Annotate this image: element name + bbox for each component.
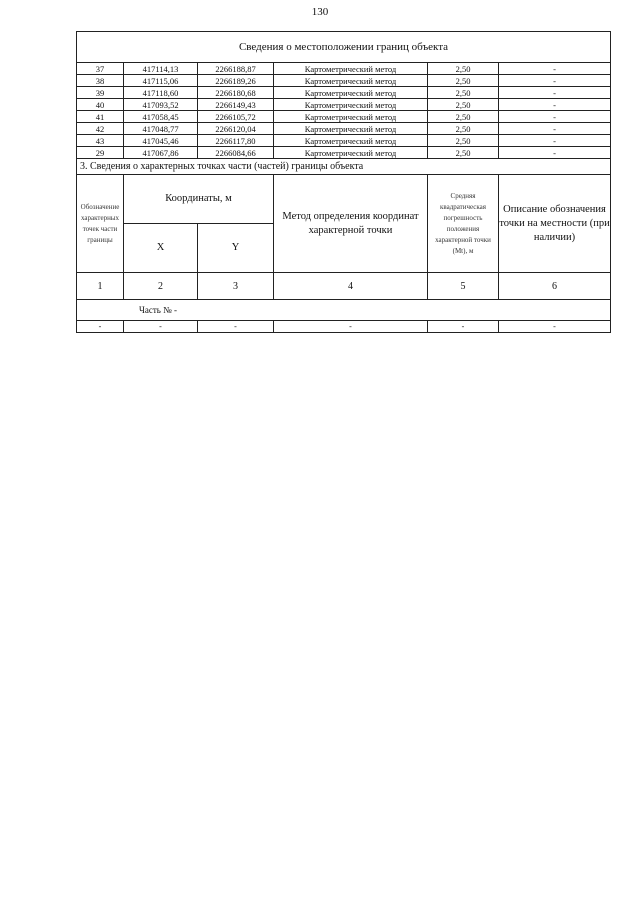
table-cell: 2266105,72 xyxy=(198,111,274,123)
table-cell: - xyxy=(499,135,611,147)
table-cell: 2,50 xyxy=(428,135,499,147)
header-description: Описание обозначения точки на местности (при наличии) xyxy=(499,175,611,273)
table-cell: 37 xyxy=(77,63,124,75)
header-x: X xyxy=(124,224,198,273)
header-method: Метод определения координат характерной точки xyxy=(274,175,428,273)
table-cell: Картометрический метод xyxy=(274,147,428,159)
table-cell: 29 xyxy=(77,147,124,159)
section3-title-row xyxy=(77,159,611,175)
table-cell: Картометрический метод xyxy=(274,87,428,99)
column-number: 3 xyxy=(198,273,274,300)
page-number: 130 xyxy=(311,6,329,18)
table-cell: 417067,86 xyxy=(124,147,198,159)
column-number: 5 xyxy=(428,273,499,300)
empty-data-row xyxy=(77,321,611,333)
table-cell: 417048,77 xyxy=(124,123,198,135)
section3-title: 3. Сведения о характерных точках части (частей) границы объекта xyxy=(77,159,611,175)
table-cell: 2266189,26 xyxy=(198,75,274,87)
table-cell: - xyxy=(124,321,198,333)
table-cell: 40 xyxy=(77,99,124,111)
table-row xyxy=(77,99,611,111)
table-cell: 2,50 xyxy=(428,123,499,135)
header-row-1 xyxy=(77,175,611,224)
boundary-table xyxy=(76,31,611,333)
table-title: Сведения о местоположении границ объекта xyxy=(77,32,611,63)
table-row xyxy=(77,63,611,75)
table-cell: 2266180,68 xyxy=(198,87,274,99)
table-cell: - xyxy=(499,99,611,111)
column-number: 1 xyxy=(77,273,124,300)
table-cell: 38 xyxy=(77,75,124,87)
table-cell: 2266117,80 xyxy=(198,135,274,147)
table-cell: 43 xyxy=(77,135,124,147)
table-cell: Картометрический метод xyxy=(274,63,428,75)
table-cell: - xyxy=(499,75,611,87)
table-cell: 417093,52 xyxy=(124,99,198,111)
column-number: 6 xyxy=(499,273,611,300)
table-cell: 2,50 xyxy=(428,87,499,99)
table-title-row xyxy=(77,32,611,63)
column-number-row xyxy=(77,273,611,300)
table-cell: 41 xyxy=(77,111,124,123)
table-cell: - xyxy=(499,147,611,159)
table-cell: - xyxy=(198,321,274,333)
table-row xyxy=(77,147,611,159)
table-cell: 2266084,66 xyxy=(198,147,274,159)
header-error: Средняя квадратическая погрешность положения характерной точки (Mt), м xyxy=(428,175,499,273)
table-cell: 417115,06 xyxy=(124,75,198,87)
table-row xyxy=(77,135,611,147)
table-cell: 2,50 xyxy=(428,99,499,111)
table-cell: - xyxy=(499,87,611,99)
table-row xyxy=(77,75,611,87)
table-cell: - xyxy=(274,321,428,333)
table-cell: 417058,45 xyxy=(124,111,198,123)
table-cell: Картометрический метод xyxy=(274,99,428,111)
column-number: 4 xyxy=(274,273,428,300)
table-cell: 417045,46 xyxy=(124,135,198,147)
table-cell: - xyxy=(499,63,611,75)
table-cell: 2,50 xyxy=(428,111,499,123)
part-row xyxy=(77,300,611,321)
column-number: 2 xyxy=(124,273,198,300)
table-cell: - xyxy=(499,111,611,123)
table-cell: - xyxy=(77,321,124,333)
table-cell: 2,50 xyxy=(428,75,499,87)
table-cell: 2266188,87 xyxy=(198,63,274,75)
table-cell: Картометрический метод xyxy=(274,135,428,147)
table-row xyxy=(77,111,611,123)
table-cell: Картометрический метод xyxy=(274,75,428,87)
part-label: Часть № - xyxy=(77,300,611,321)
table-cell: 2266149,43 xyxy=(198,99,274,111)
table-cell: Картометрический метод xyxy=(274,111,428,123)
table-cell: 2,50 xyxy=(428,147,499,159)
header-designation: Обозначение характерных точек части границы xyxy=(77,175,124,273)
table-cell: 39 xyxy=(77,87,124,99)
table-cell: 42 xyxy=(77,123,124,135)
table-cell: 417118,60 xyxy=(124,87,198,99)
table-row xyxy=(77,87,611,99)
header-coordinates: Координаты, м xyxy=(124,175,274,224)
table-cell: 2266120,04 xyxy=(198,123,274,135)
header-y: Y xyxy=(198,224,274,273)
table-cell: 2,50 xyxy=(428,63,499,75)
table-cell: - xyxy=(499,321,611,333)
table-cell: - xyxy=(499,123,611,135)
table-cell: Картометрический метод xyxy=(274,123,428,135)
table-cell: - xyxy=(428,321,499,333)
table-row xyxy=(77,123,611,135)
table-cell: 417114,13 xyxy=(124,63,198,75)
